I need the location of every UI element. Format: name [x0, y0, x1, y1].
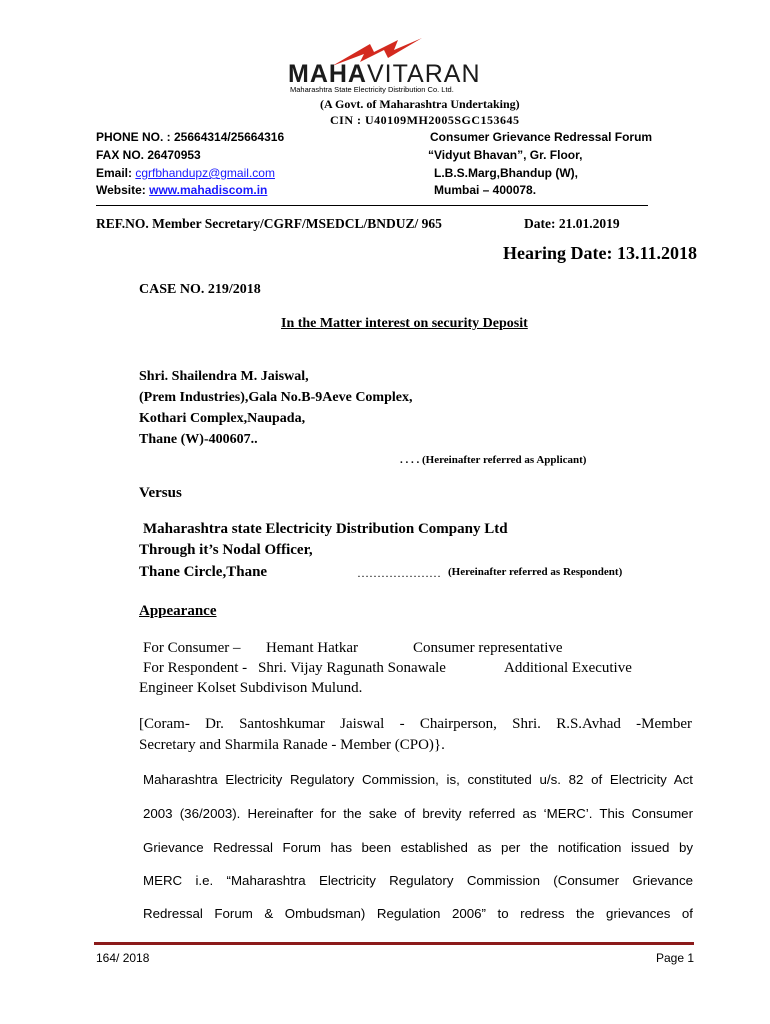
email-label: Email:: [96, 166, 136, 180]
applicant-line-1: Shri. Shailendra M. Jaiswal,: [139, 369, 309, 384]
coram-line-1: [Coram- Dr. Santoshkumar Jaiswal - Chairperson, Shri. R.S.Avhad -Member: [139, 716, 692, 732]
consumer-name: Hemant Hatkar: [266, 640, 359, 656]
website-link[interactable]: www.mahadiscom.in: [149, 183, 268, 197]
forum-name: Consumer Grievance Redressal Forum: [430, 130, 653, 144]
applicant-referred: . . . . (Hereinafter referred as Applicant): [400, 454, 587, 466]
respondent-role-cont: Engineer Kolset Subdivison Mulund.: [139, 680, 363, 696]
website-label: Website:: [96, 183, 150, 197]
applicant-line-4: Thane (W)-400607..: [139, 432, 258, 447]
website-line: [96, 183, 267, 197]
respondent-line-3: Thane Circle,Thane: [139, 564, 268, 580]
body-line-2: 2003 (36/2003). Hereinafter for the sake of brevity referred as ‘MERC’. This Consumer: [143, 806, 693, 821]
respondent-line-1: Maharashtra state Electricity Distribution Company Ltd: [143, 521, 508, 537]
ref-number: REF.NO. Member Secretary/CGRF/MSEDCL/BNDUZ/ 965: [96, 216, 442, 231]
phone-number: PHONE NO. : 25664314/25664316: [96, 130, 285, 144]
respondent-name: Shri. Vijay Ragunath Sonawale: [258, 660, 446, 676]
logo-wordmark: MAHAVITARAN: [288, 60, 481, 88]
coram-line-2: Secretary and Sharmila Ranade - Member (CPO)}.: [139, 737, 445, 753]
footer-rule: [94, 942, 694, 945]
address-line-3: Mumbai – 400078.: [434, 183, 537, 197]
email-line: [96, 166, 275, 180]
address-line-2: L.B.S.Marg,Bhandup (W),: [434, 166, 578, 180]
fax-number: FAX NO. 26470953: [96, 148, 201, 162]
consumer-label: For Consumer –: [143, 640, 241, 656]
body-line-4: MERC i.e. “Maharashtra Electricity Regulatory Commission (Consumer Grievance: [143, 873, 693, 888]
hearing-date: Hearing Date: 13.11.2018: [503, 243, 697, 263]
address-line-1: “Vidyut Bhavan”, Gr. Floor,: [428, 148, 583, 162]
respondent-line-2: Through it’s Nodal Officer,: [139, 542, 313, 558]
header-divider: [96, 205, 648, 206]
versus-heading: Versus: [139, 485, 182, 501]
body-line-5: Redressal Forum & Ombudsman) Regulation 2006” to redress the grievances of: [143, 906, 693, 921]
respondent-dots: …………………: [357, 566, 441, 580]
respondent-label: For Respondent -: [143, 660, 248, 676]
case-number: CASE NO. 219/2018: [139, 282, 261, 297]
body-line-3: Grievance Redressal Forum has been established as per the notification issued by: [143, 840, 693, 855]
cin-line: CIN : U40109MH2005SGC153645: [330, 113, 520, 127]
body-line-1: Maharashtra Electricity Regulatory Commission, is, constituted u/s. 82 of Electricity Act: [143, 772, 693, 787]
consumer-role: Consumer representative: [413, 640, 563, 656]
matter-title: In the Matter interest on security Deposit: [281, 316, 528, 331]
email-link[interactable]: cgrfbhandupz@gmail.com: [135, 166, 275, 180]
page-number: Page 1: [656, 951, 695, 965]
footer-case-ref: 164/ 2018: [96, 951, 150, 965]
govt-line: (A Govt. of Maharashtra Undertaking): [320, 97, 520, 111]
applicant-line-2: (Prem Industries),Gala No.B-9Aeve Complex,: [139, 390, 413, 405]
appearance-heading: Appearance: [139, 603, 217, 619]
logo-tagline: Maharashtra State Electricity Distribution Co. Ltd.: [290, 85, 454, 94]
applicant-line-3: Kothari Complex,Naupada,: [139, 411, 306, 426]
ref-date: Date: 21.01.2019: [524, 216, 620, 231]
respondent-role: Additional Executive: [504, 660, 632, 676]
respondent-referred: (Hereinafter referred as Respondent): [448, 566, 623, 578]
